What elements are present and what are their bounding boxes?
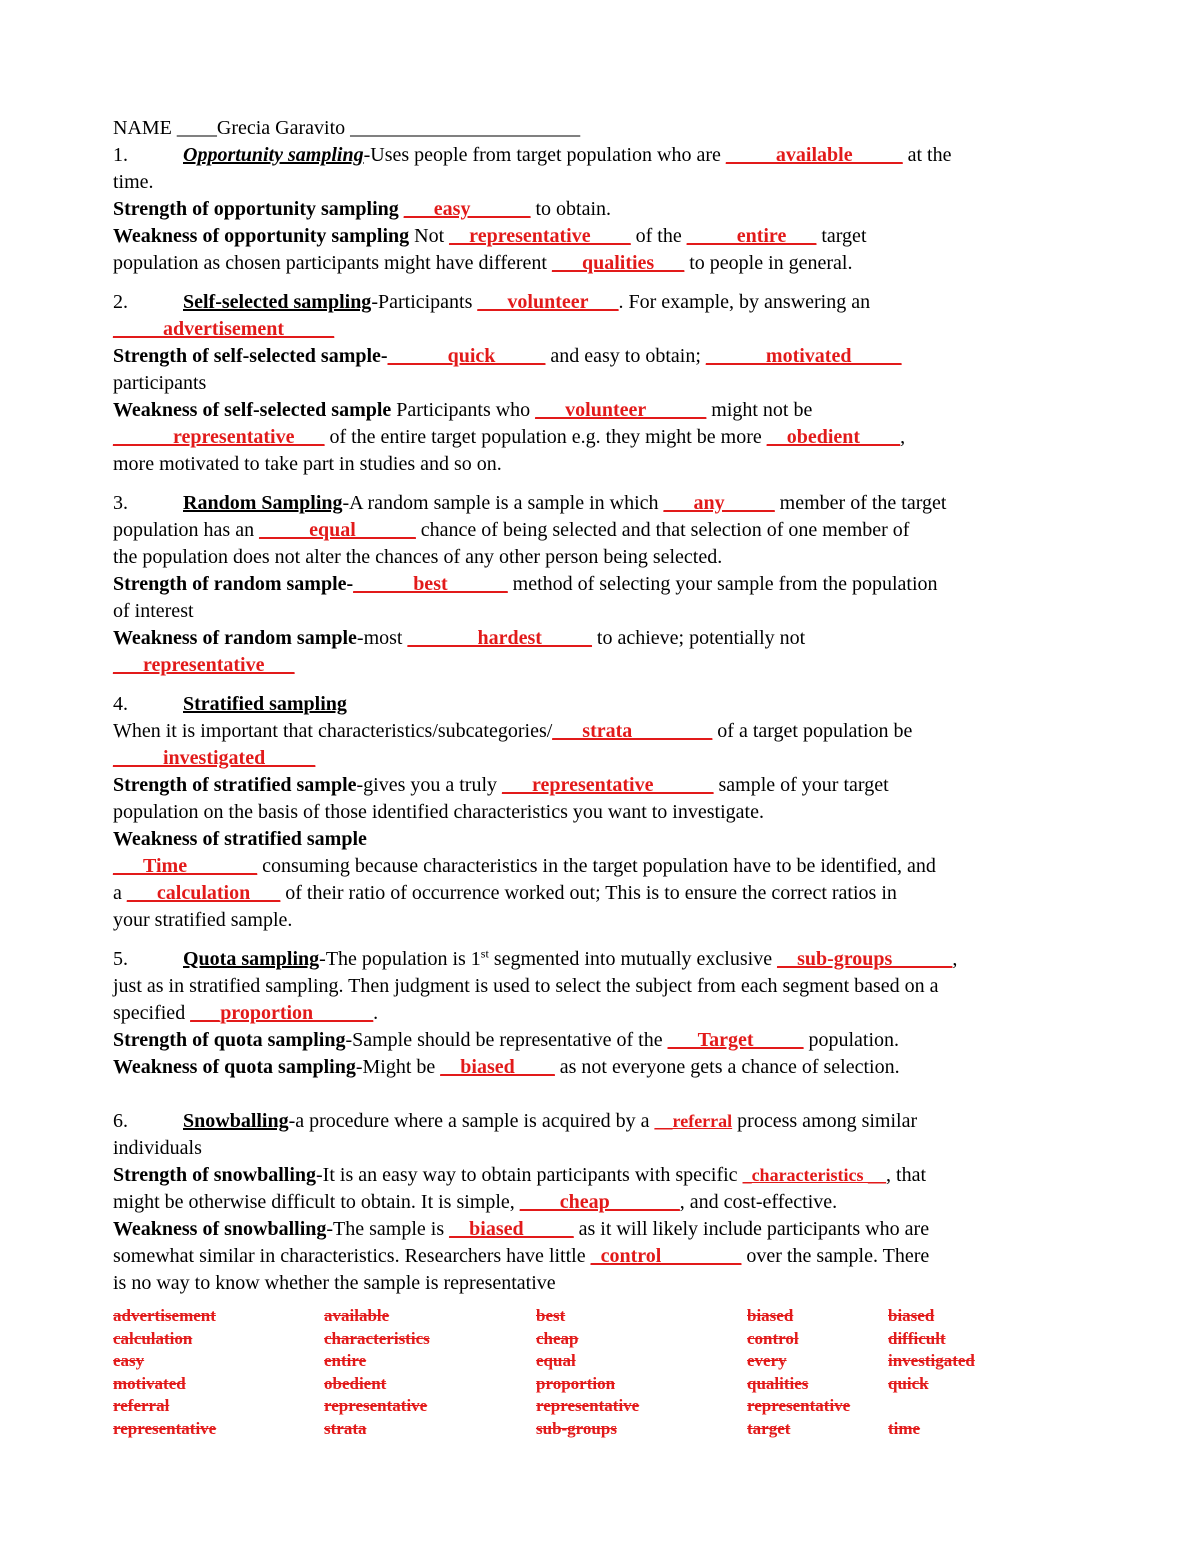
weakness-label: Weakness of self-selected sample (113, 399, 392, 421)
text: Participants who (391, 399, 536, 421)
text: as it will likely include participants who are (573, 1218, 930, 1240)
section-title: Self-selected sampling (183, 291, 372, 313)
superscript: st (480, 946, 489, 961)
section-5-strength (113, 1027, 1103, 1054)
text: , and cost-effective. (679, 1191, 838, 1213)
name-line (113, 115, 1103, 142)
name-blank-post: _______________________ (350, 117, 581, 139)
word-bank-item: best (536, 1306, 566, 1325)
section-3-weakness (113, 625, 1103, 652)
word-bank-item: referral (113, 1396, 170, 1415)
answer-blank: _____available_____ (725, 144, 903, 166)
answer-blank: ___representative___ (113, 654, 295, 676)
word-bank-item: every (747, 1351, 787, 1370)
word-bank-column-5 (888, 1305, 975, 1440)
section-3-strength-2 (113, 598, 1103, 625)
answer-blank: _characteristics __ (742, 1165, 887, 1185)
answer-blank: ______motivated_____ (705, 345, 902, 367)
section-title: Opportunity sampling (183, 144, 364, 166)
word-bank-item: representative (747, 1396, 851, 1415)
section-6-weakness-2 (113, 1243, 1103, 1270)
answer-blank: ___qualities___ (551, 252, 685, 274)
text: , (952, 948, 958, 970)
text: -most (356, 627, 408, 649)
word-bank-item: difficult (888, 1328, 946, 1348)
section-2-strength (113, 343, 1103, 370)
text: segmented into mutually exclusive (488, 948, 778, 970)
answer-blank: ____cheap_______ (519, 1191, 680, 1213)
text: of their ratio of occurrence worked out; This is to ensure the correct ratios in (280, 882, 897, 904)
name-blank-pre: ____ (176, 117, 217, 139)
word-bank-item: advertisement (113, 1306, 216, 1325)
word-bank-item: representative (536, 1396, 640, 1415)
text: -Uses people from target population who are (363, 144, 726, 166)
word-bank-item: representative (113, 1418, 217, 1438)
section-number: 6. (113, 1110, 128, 1132)
strength-label: Strength of stratified sample (113, 774, 357, 796)
section-3-line-3 (113, 544, 1103, 571)
text: participants (113, 372, 207, 394)
section-number: 2. (113, 291, 128, 313)
section-title: Snowballing (183, 1110, 289, 1132)
word-bank-item: entire (324, 1351, 367, 1370)
section-1-line-2 (113, 169, 1103, 196)
answer-blank: __sub-groups______ (777, 948, 953, 970)
text: of interest (113, 600, 194, 622)
strength-label: Strength of snowballing (113, 1164, 317, 1186)
strength-label: Strength of opportunity sampling (113, 198, 404, 220)
word-bank-item: representative (324, 1396, 428, 1415)
text: population as chosen participants might have different (113, 252, 552, 274)
text: -A random sample is a sample in which (342, 492, 664, 514)
section-2-weakness-2 (113, 424, 1103, 451)
text: -The population is 1 (319, 948, 481, 970)
answer-blank: ___calculation___ (126, 882, 281, 904)
section-4-strength-2 (113, 799, 1103, 826)
text: . (373, 1002, 379, 1024)
section-2-strength-2 (113, 370, 1103, 397)
section-4-strength (113, 772, 1103, 799)
section-number: 5. (113, 948, 128, 970)
text: to people in general. (684, 252, 853, 274)
text: might not be (706, 399, 813, 421)
text: population. (803, 1029, 900, 1051)
text: to obtain. (530, 198, 612, 220)
text: population on the basis of those identified characteristics you want to investigate. (113, 801, 764, 823)
weakness-label: Weakness of quota sampling (113, 1056, 356, 1078)
answer-blank: __biased_____ (449, 1218, 574, 1240)
section-4-line-3 (113, 745, 1103, 772)
answer-blank: __obedient____ (766, 426, 901, 448)
section-1-weakness-2 (113, 250, 1103, 277)
text: of the entire target population e.g. they might be more (324, 426, 767, 448)
section-6-line-2 (113, 1135, 1103, 1162)
answer-blank: _____equal______ (259, 519, 416, 541)
word-bank-column-2 (324, 1305, 430, 1440)
section-number: 1. (113, 144, 128, 166)
word-bank-item: control (747, 1328, 799, 1348)
answer-blank: __referral (654, 1111, 733, 1131)
text: might be otherwise difficult to obtain. It is simple, (113, 1191, 520, 1213)
text: somewhat similar in characteristics. Researchers have little (113, 1245, 591, 1267)
text: member of the target (774, 492, 947, 514)
text: -The sample is (326, 1218, 450, 1240)
section-4-line-1 (113, 691, 1103, 718)
answer-blank: ___proportion______ (190, 1002, 374, 1024)
section-3-strength (113, 571, 1103, 598)
text: population has an (113, 519, 260, 541)
section-2-line-1 (113, 289, 1103, 316)
text: process among similar (732, 1110, 918, 1132)
answer-blank: ___Time_______ (113, 855, 258, 877)
text: method of selecting your sample from the population (507, 573, 938, 595)
text: -Might be (355, 1056, 441, 1078)
text: . For example, by answering an (618, 291, 871, 313)
word-bank-item: biased (747, 1306, 794, 1325)
text: consuming because characteristics in the target population have to be identified, and (257, 855, 936, 877)
weakness-label: Weakness of stratified sample (113, 828, 367, 850)
section-number: 4. (113, 693, 128, 715)
section-6-strength (113, 1162, 1103, 1189)
text: sample of your target (713, 774, 889, 796)
word-bank-item: cheap (536, 1328, 579, 1348)
section-6-weakness-3 (113, 1270, 1103, 1297)
section-4-weakness-3 (113, 880, 1103, 907)
answer-blank: ___strata________ (552, 720, 713, 742)
weakness-label: Weakness of opportunity sampling (113, 225, 410, 247)
word-bank-item: proportion (536, 1373, 616, 1393)
answer-blank: _______hardest_____ (407, 627, 592, 649)
word-bank-item: target (747, 1418, 791, 1438)
word-bank-item: calculation (113, 1328, 193, 1348)
word-bank-item: biased (888, 1306, 935, 1325)
strength-label: Strength of random sample- (113, 573, 354, 595)
section-4-weakness-2 (113, 853, 1103, 880)
section-3-weakness-2 (113, 652, 1103, 679)
section-5-line-1 (113, 946, 1103, 973)
text: at the (902, 144, 952, 166)
answer-blank: _control________ (590, 1245, 742, 1267)
text: a (113, 882, 127, 904)
name-label: NAME (113, 117, 172, 139)
text: , that (886, 1164, 927, 1186)
section-title: Quota sampling (183, 948, 320, 970)
section-title: Random Sampling (183, 492, 343, 514)
word-bank-item: easy (113, 1351, 145, 1370)
word-bank-column-3 (536, 1305, 639, 1440)
text: -a procedure where a sample is acquired by a (288, 1110, 655, 1132)
answer-blank: ______best______ (353, 573, 508, 595)
answer-blank: __representative____ (449, 225, 631, 247)
section-1-strength (113, 196, 1103, 223)
answer-blank: ___volunteer___ (477, 291, 619, 313)
section-3-line-2 (113, 517, 1103, 544)
answer-blank: ___representative______ (502, 774, 714, 796)
text: more motivated to take part in studies and so on. (113, 453, 502, 475)
text: over the sample. There (741, 1245, 930, 1267)
text: Not (409, 225, 450, 247)
answer-blank: _____investigated_____ (113, 747, 316, 769)
answer-blank: _____advertisement_____ (113, 318, 335, 340)
word-bank-item: sub-groups (536, 1418, 617, 1438)
word-bank-item: strata (324, 1418, 367, 1438)
text: your stratified sample. (113, 909, 293, 931)
text: target (816, 225, 867, 247)
section-6-line-1 (113, 1108, 1103, 1135)
text: individuals (113, 1137, 202, 1159)
answer-blank: __biased____ (440, 1056, 555, 1078)
text: specified (113, 1002, 191, 1024)
text: as not everyone gets a chance of selection. (554, 1056, 900, 1078)
word-bank-item (888, 1395, 975, 1418)
section-6-strength-2 (113, 1189, 1103, 1216)
text: , (900, 426, 906, 448)
text: -It is an easy way to obtain participants with specific (316, 1164, 743, 1186)
weakness-label: Weakness of random sample (113, 627, 357, 649)
answer-blank: ______representative___ (113, 426, 325, 448)
word-bank-item: qualities (747, 1373, 809, 1393)
text: When it is important that characteristics/subcategories/ (113, 720, 553, 742)
text: -gives you a truly (356, 774, 503, 796)
word-bank-item: motivated (113, 1373, 186, 1393)
section-2-line-2 (113, 316, 1103, 343)
answer-blank: ___volunteer______ (535, 399, 707, 421)
strength-label: Strength of quota sampling (113, 1029, 346, 1051)
section-2-weakness (113, 397, 1103, 424)
student-name: Grecia Garavito (216, 117, 346, 139)
section-title: Stratified sampling (183, 693, 347, 715)
word-bank-item: characteristics (324, 1328, 430, 1348)
answer-blank: ___Target_____ (667, 1029, 804, 1051)
text: of the (630, 225, 687, 247)
section-1-weakness (113, 223, 1103, 250)
answer-blank: ___easy______ (403, 198, 531, 220)
text: -Sample should be representative of the (345, 1029, 668, 1051)
strength-label: Strength of self-selected sample- (113, 345, 388, 367)
answer-blank: ______quick_____ (387, 345, 546, 367)
section-5-weakness (113, 1054, 1103, 1081)
section-number: 3. (113, 492, 128, 514)
weakness-label: Weakness of snowballing (113, 1218, 327, 1240)
word-bank-column-1 (113, 1305, 216, 1440)
text: and easy to obtain; (545, 345, 706, 367)
word-bank-item: available (324, 1306, 390, 1325)
word-bank-item: time (888, 1418, 921, 1438)
section-4-line-2 (113, 718, 1103, 745)
section-4-weakness (113, 826, 1103, 853)
text: time. (113, 171, 154, 193)
section-6-weakness (113, 1216, 1103, 1243)
word-bank-column-4 (747, 1305, 850, 1440)
section-5-line-2 (113, 973, 1103, 1000)
section-1-line-1 (113, 142, 1103, 169)
text: the population does not alter the chances of any other person being selected. (113, 546, 723, 568)
section-3-line-1 (113, 490, 1103, 517)
answer-blank: ___any_____ (663, 492, 775, 514)
text: -Participants (371, 291, 478, 313)
text: to achieve; potentially not (591, 627, 806, 649)
worksheet-body (113, 115, 1103, 1297)
answer-blank: _____entire___ (686, 225, 817, 247)
word-bank-item: quick (888, 1373, 929, 1393)
section-2-weakness-3 (113, 451, 1103, 478)
text: is no way to know whether the sample is representative (113, 1272, 556, 1294)
section-5-line-3 (113, 1000, 1103, 1027)
text: chance of being selected and that selection of one member of (415, 519, 910, 541)
text: of a target population be (712, 720, 913, 742)
text: just as in stratified sampling. Then judgment is used to select the subject from each segment based on a (113, 975, 939, 997)
word-bank-item: equal (536, 1351, 576, 1370)
word-bank-item: investigated (888, 1351, 975, 1370)
section-4-weakness-4 (113, 907, 1103, 934)
word-bank-item: obedient (324, 1373, 387, 1393)
